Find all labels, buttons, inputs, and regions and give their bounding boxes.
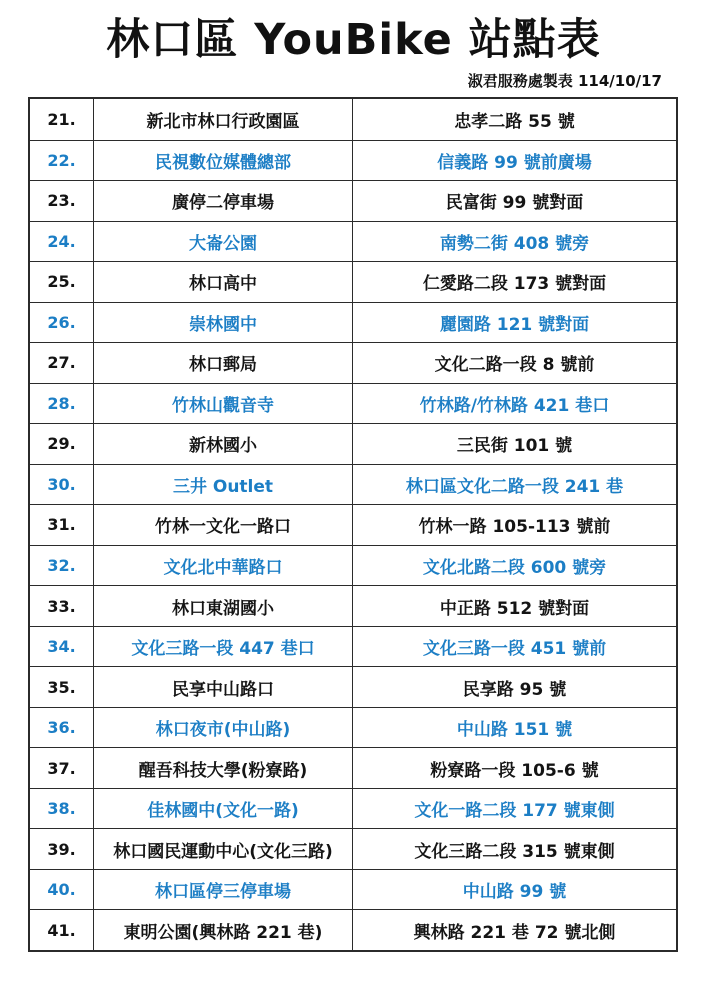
station-number: 38.	[30, 789, 94, 829]
page-title: 林口區 YouBike 站點表	[106, 15, 601, 65]
station-table	[28, 97, 678, 952]
station-name: 林口郵局	[94, 343, 353, 383]
table-row	[30, 99, 676, 140]
station-number: 37.	[30, 748, 94, 788]
table-row	[30, 261, 676, 302]
table-row	[30, 383, 676, 424]
station-name: 崇林國中	[94, 303, 353, 343]
station-number: 26.	[30, 303, 94, 343]
station-number: 36.	[30, 708, 94, 748]
station-number: 35.	[30, 667, 94, 707]
station-address: 民富街 99 號對面	[445, 193, 584, 214]
station-address: 文化三路一段 451 號前	[422, 639, 607, 660]
station-address: 文化三路二段 315 號東側	[414, 841, 615, 862]
station-name: 竹林山觀音寺	[94, 384, 353, 424]
station-address: 麗園路 121 號對面	[439, 314, 590, 335]
station-address: 民享路 95 號	[462, 679, 567, 700]
station-name: 大崙公園	[94, 222, 353, 262]
station-address: 竹林一路 105-113 號前	[418, 517, 611, 538]
station-address: 中正路 512 號對面	[439, 598, 590, 619]
station-address: 南勢二街 408 號旁	[439, 233, 590, 254]
station-name: 林口區停三停車場	[94, 870, 353, 910]
table-row	[30, 423, 676, 464]
station-name: 醒吾科技大學(粉寮路)	[94, 748, 353, 788]
station-number: 22.	[30, 141, 94, 181]
station-address: 中山路 99 號	[462, 882, 567, 903]
table-row	[30, 545, 676, 586]
station-name: 林口高中	[94, 262, 353, 302]
station-name: 文化北中華路口	[94, 546, 353, 586]
station-number: 41.	[30, 910, 94, 950]
station-address: 竹林路/竹林路 421 巷口	[419, 395, 610, 416]
station-address: 文化一路二段 177 號東側	[414, 801, 615, 822]
table-row	[30, 342, 676, 383]
station-address: 三民街 101 號	[456, 436, 573, 457]
station-name: 民視數位媒體總部	[94, 141, 353, 181]
station-number: 25.	[30, 262, 94, 302]
table-row	[30, 302, 676, 343]
table-row	[30, 747, 676, 788]
station-name: 民享中山路口	[94, 667, 353, 707]
station-number: 28.	[30, 384, 94, 424]
station-name: 林口東湖國小	[94, 586, 353, 626]
station-number: 32.	[30, 546, 94, 586]
table-row	[30, 869, 676, 910]
station-name: 三井 Outlet	[94, 465, 353, 505]
station-name: 東明公園(興林路 221 巷)	[94, 910, 353, 950]
station-address: 文化二路一段 8 號前	[434, 355, 595, 376]
table-row	[30, 707, 676, 748]
station-number: 34.	[30, 627, 94, 667]
table-row	[30, 180, 676, 221]
station-number: 23.	[30, 181, 94, 221]
station-name: 竹林一文化一路口	[94, 505, 353, 545]
table-row	[30, 504, 676, 545]
table-row	[30, 140, 676, 181]
station-name: 文化三路一段 447 巷口	[94, 627, 353, 667]
station-number: 33.	[30, 586, 94, 626]
station-name: 廣停二停車場	[94, 181, 353, 221]
table-row	[30, 828, 676, 869]
station-address: 忠孝二路 55 號	[454, 111, 575, 132]
station-name: 林口國民運動中心(文化三路)	[94, 829, 353, 869]
station-name: 新林國小	[94, 424, 353, 464]
station-number: 29.	[30, 424, 94, 464]
table-row	[30, 788, 676, 829]
subtitle-credit-date: 淑君服務處製表 114/10/17	[467, 72, 662, 90]
station-number: 24.	[30, 222, 94, 262]
table-row	[30, 626, 676, 667]
station-number: 30.	[30, 465, 94, 505]
station-address: 粉寮路一段 105-6 號	[430, 760, 599, 781]
station-number: 31.	[30, 505, 94, 545]
table-row	[30, 909, 676, 950]
station-name: 佳林國中(文化一路)	[94, 789, 353, 829]
station-address: 興林路 221 巷 72 號北側	[413, 922, 616, 943]
station-number: 21.	[30, 99, 94, 140]
table-row	[30, 666, 676, 707]
station-number: 39.	[30, 829, 94, 869]
station-address: 林口區文化二路一段 241 巷	[405, 476, 624, 497]
station-address: 仁愛路二段 173 號對面	[422, 274, 607, 295]
station-number: 27.	[30, 343, 94, 383]
station-name: 新北市林口行政園區	[94, 99, 353, 140]
station-name: 林口夜市(中山路)	[94, 708, 353, 748]
station-number: 40.	[30, 870, 94, 910]
table-row	[30, 464, 676, 505]
station-address: 文化北路二段 600 號旁	[422, 558, 607, 579]
station-address: 信義路 99 號前廣場	[437, 152, 592, 173]
table-row	[30, 221, 676, 262]
table-row	[30, 585, 676, 626]
station-address: 中山路 151 號	[456, 720, 573, 741]
